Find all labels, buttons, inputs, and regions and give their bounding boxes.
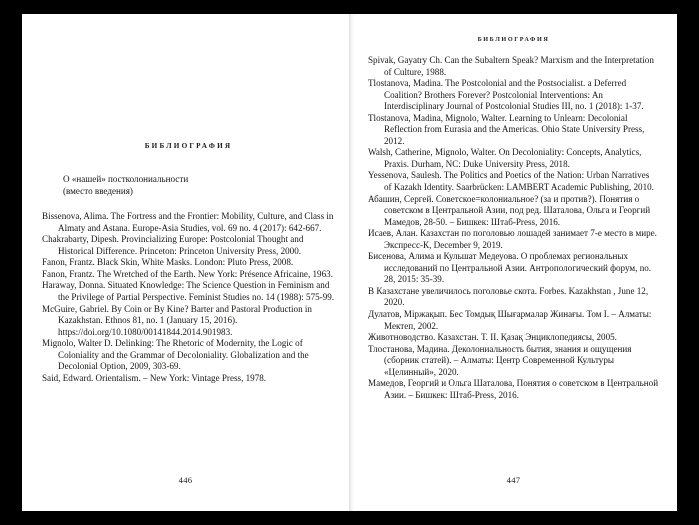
bibliography-entry: Yessenova, Saulesh. The Politics and Poetics of the Nation: Urban Narratives of Kazakh Identity. Saarbrücken: LAMBERT Academic Publishing, 2010.	[368, 170, 654, 193]
bibliography-entry: Мамедов, Георгий и Ольга Шаталова, Понятия о советском в Центральной Азии. – Бишкек: Штаб-Press, 2016.	[368, 378, 659, 400]
bibliography-entry: Spivak, Gayatry Ch. Can the Subaltern Speak? Marxism and the Interpretation of Culture, 1988.	[368, 55, 654, 77]
bibliography-entry: Chakrabarty, Dipesh. Provincializing Europe: Postcolonial Thought and Historical Difference. Princeton: Princeton University Press, 2000.	[42, 234, 304, 256]
right-page	[349, 14, 677, 511]
bibliography-list-right	[368, 55, 659, 401]
page-number-left: 446	[178, 475, 193, 485]
bibliography-list-left	[42, 211, 335, 384]
bibliography-entry: Said, Edward. Orientalism. – New York: Vintage Press, 1978.	[42, 372, 267, 383]
bibliography-entry: В Казахстане увеличилось поголовье скота. Forbes. Kazakhstan , June 12, 2020.	[368, 285, 649, 308]
book-spread	[22, 14, 677, 511]
subsection-heading-line-1: О «нашей» постколониальности	[63, 174, 189, 184]
section-title: БИБЛИОГРАФИЯ	[144, 142, 233, 150]
bibliography-entry: Тлостанова, Мадина. Деколониальность бытия, знания и ощущения (сборник статей). – Алматы: Центр Современной Культуры «Целинный», 2020.	[368, 343, 632, 377]
bibliography-entry: Haraway, Donna. Situated Knowledge: The Science Question in Feminism and the Privilege of Partial Perspective. Feminist Studies no. 14 (1988): 575-99.	[42, 280, 335, 303]
subsection-heading-line-2: (вместо введения)	[63, 185, 133, 196]
bibliography-entry: Tlostanova, Madina, Mignolo, Walter. Learning to Unlearn: Decolonial Reflection from Eurasia and the Americas. Ohio State University Press, 2012.	[368, 112, 645, 146]
left-page	[22, 14, 349, 511]
bibliography-entry: Fanon, Frantz. Black Skin, White Masks. London: Pluto Press, 2008.	[42, 257, 294, 268]
bibliography-entry: Walsh, Catherine, Mignolo, Walter. On Decoloniality: Concepts, Analytics, Praxis. Durham, NC: Duke University Press, 2018.	[368, 147, 642, 169]
bibliography-entry: Tlostanova, Madina. The Postcolonial and the Postsocialist. a Deferred Coalition? Brothers Forever? Postcolonial Interventions: An Interdisciplinary Journal of Postcolonial Studies III, no. 1 (2018): 1-37.	[368, 78, 644, 112]
bibliography-entry: Бисенова, Алима и Кульшат Медеуова. О проблемах региональных исследований по Центральной Азии. Антропологический форум, no. 28, 2015: 35-39.	[368, 251, 652, 285]
bibliography-entry: Mignolo, Walter D. Delinking: The Rhetoric of Modernity, the Logic of Coloniality and the Grammar of Decoloniality. Globalization and the Decolonial Option, 2009, 303-69.	[42, 338, 309, 372]
bibliography-entry: Дулатов, Міржақып. Бес Томдық Шығармалар Жинағы. Том I. – Алматы: Мектеп, 2002.	[368, 309, 652, 331]
subsection-heading	[63, 174, 335, 197]
page-number-right: 447	[506, 475, 521, 485]
bibliography-entry: Исаев, Алан. Казахстан по поголовью лошадей занимает 7-е место в мире. Экспресс-К, December 9, 2019.	[368, 228, 657, 250]
bibliography-entry: Fanon, Frantz. The Wretched of the Earth. New York: Présence Africaine, 1963.	[42, 268, 333, 279]
bibliography-entry: McGuire, Gabriel. By Coin or By Kine? Barter and Pastoral Production in Kazakhstan. Ethnos 81, no. 1 (January 15, 2016). https://doi.org/10.1080/00141844.2014.901983.	[42, 303, 312, 337]
bibliography-entry: Абашин, Сергей. Советское=колониальное? (за и против?). Понятия о советском в Центральной Азии, под ред. Шаталова, Ольга и Георгий Мамедов, 28-50. – Бишкек: Штаб-Press, 2016.	[368, 193, 651, 227]
running-header: БИБЛИОГРАФИЯ	[477, 36, 550, 43]
bibliography-entry: Bissenova, Alima. The Fortress and the Frontier: Mobility, Culture, and Class in Almaty and Astana. Europe-Asia Studies, vol. 69 no. 4 (2017): 642-667.	[42, 211, 334, 233]
bibliography-entry: Животноводство. Казахстан. Т. II. Қазақ Энциклопедиясы, 2005.	[368, 332, 617, 343]
